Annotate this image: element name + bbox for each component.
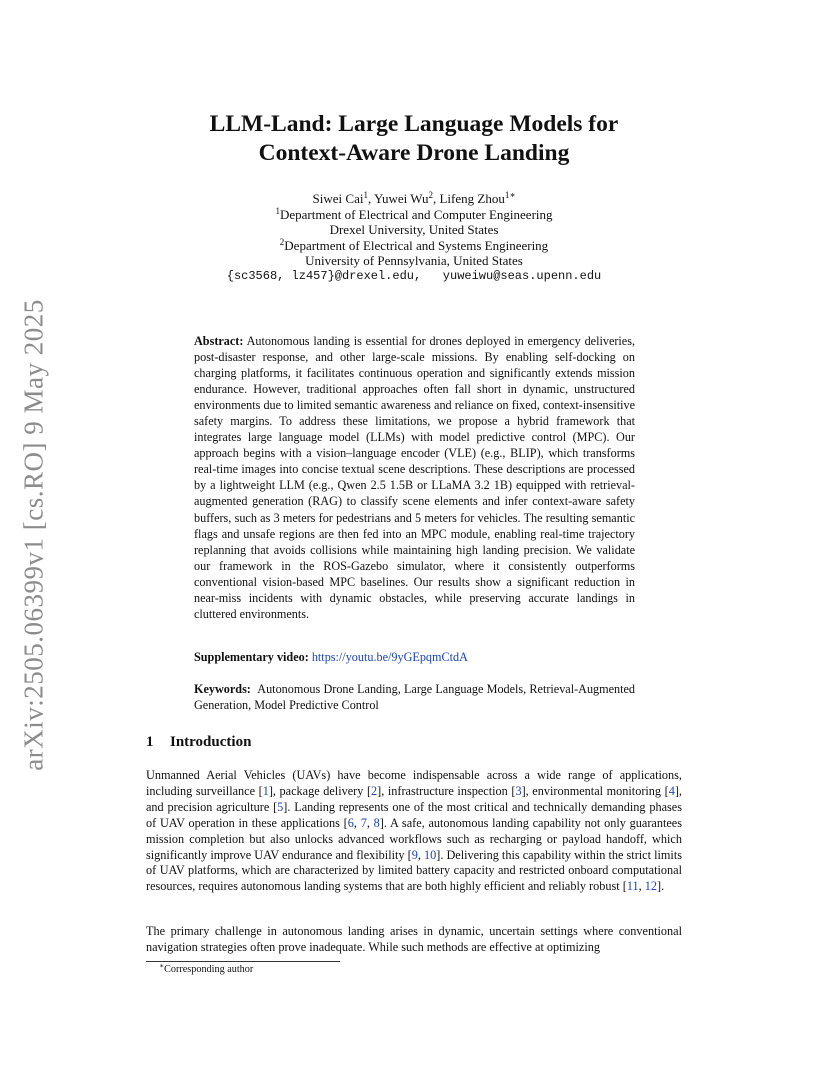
intro-text-run: Unmanned Aerial Vehicles (UAVs) have become indispensable across a wide range of applications, including surveillance [	[146, 768, 682, 798]
email-drexel[interactable]: {sc3568, lz457}@drexel.edu,	[226, 268, 422, 283]
intro-text-run: ], infrastructure inspection [	[377, 783, 516, 798]
intro-text-run: ]. Landing represents one of the most critical and technically demanding phases of UAV operation in these applications [	[146, 799, 682, 830]
intro-text-run: ].	[656, 879, 665, 894]
title-line-2: Context-Aware Drone Landing	[258, 140, 570, 166]
affiliation-2-univ: University of Pennsylvania, United States	[305, 253, 523, 269]
footnote-text: Corresponding author	[164, 964, 254, 975]
intro-text-run: ], environmental monitoring [	[521, 783, 669, 798]
citation-link[interactable]: 6	[347, 815, 354, 830]
intro-text-run: ,	[366, 815, 374, 830]
keywords-label: Keywords:	[194, 682, 251, 696]
paper-title	[100, 110, 728, 168]
intro-text-run: ,	[353, 815, 361, 830]
affiliation-2-mark: 2	[279, 236, 285, 247]
section-number: 1	[146, 734, 154, 750]
author-separator: ,	[367, 191, 374, 206]
supplementary-label: Supplementary video:	[194, 650, 309, 664]
citation-link[interactable]: 12	[644, 879, 657, 894]
author-2-affil-mark: 2	[428, 190, 433, 200]
citation-link[interactable]: 1	[262, 783, 269, 798]
footnote	[159, 961, 254, 976]
author-1-name: Siwei Cai	[312, 191, 364, 206]
keywords	[194, 681, 635, 713]
citation-link[interactable]: 3	[515, 783, 522, 798]
email-upenn[interactable]: yuweiwu@seas.upenn.edu	[442, 268, 602, 283]
intro-text-run: ]. A safe, autonomous landing capability not only guarantees mission completion but also unlocks advanced workflows such as recharging or payload handoff, which significantly improve UAV endurance and flexibility [	[146, 815, 682, 862]
citation-link[interactable]: 5	[277, 799, 284, 814]
title-line-1: LLM-Land: Large Language Models for	[209, 111, 619, 137]
author-3-name: Lifeng Zhou	[439, 191, 505, 206]
author-3-affil-mark: 1∗	[504, 190, 516, 200]
intro-text-run: ,	[417, 847, 424, 862]
abstract-label: Abstract:	[194, 334, 244, 348]
footnote-rule	[146, 961, 340, 962]
author-2-name: Yuwei Wu	[374, 191, 429, 206]
abstract	[194, 333, 635, 622]
affiliation-1-univ: Drexel University, United States	[329, 222, 499, 238]
author-block	[100, 191, 728, 285]
intro-paragraph-2-text: The primary challenge in autonomous landing arises in dynamic, uncertain settings where conventional navigation strategies often prove inadequate. While such methods are effective at optimizing	[146, 924, 682, 954]
citation-link[interactable]: 2	[371, 783, 378, 798]
abstract-text: Autonomous landing is essential for drones deployed in emergency deliveries, post-disaster response, and other large-scale missions. By enabling self-docking on charging platforms, it facilitates continuous operation and significantly extends mission endurance. However, traditional approaches often fall short in dynamic, unstructured environments due to limited semantic awareness and reliance on fixed, context-insensitive safety margins. To address these limitations, we propose a hybrid framework that integrates large language model (LLMs) with model predictive control (MPC). Our approach begins with a vision–language encoder (VLE) (e.g., BLIP), which transforms real-time images into concise textual scene descriptions. These descriptions are processed by a lightweight LLM (e.g., Qwen 2.5 1.5B or LLaMA 3.2 1B) equipped with retrieval-augmented generation (RAG) to classify scene elements and infer context-aware safety buffers, such as 3 meters for pedestrians and 5 meters for vehicles. The resulting semantic flags and unsafe regions are then fed into an MPC module, enabling real-time trajectory replanning that avoids collisions while maintaining high landing precision. We validate our framework in the ROS-Gazebo simulator, where it consistently outperforms conventional vision-based MPC baselines. Our results show a significant reduction in near-miss incidents with dynamic obstacles, while preserving accurate landings in cluttered environments.	[194, 334, 636, 621]
affiliation-1-mark: 1	[275, 205, 280, 216]
citation-link[interactable]: 7	[360, 815, 367, 830]
affiliation-1-dept	[100, 207, 728, 223]
footnote-mark: ∗	[159, 961, 165, 970]
intro-paragraph-1	[146, 768, 682, 895]
supplementary-video	[194, 649, 635, 665]
citation-link[interactable]: 10	[423, 847, 437, 862]
author-1-affil-mark: 1	[363, 190, 368, 200]
arxiv-id-text: arXiv:2505.06399v1 [cs.RO] 9 May 2025	[18, 299, 49, 771]
intro-paragraph-2	[146, 924, 682, 956]
arxiv-identifier-watermark	[6, 300, 62, 770]
author-names	[100, 191, 728, 207]
affiliation-1-dept-text: Department of Electrical and Computer Engineering	[279, 206, 553, 222]
citation-link[interactable]: 8	[373, 815, 380, 830]
citation-link[interactable]: 4	[668, 783, 675, 798]
citation-link[interactable]: 9	[411, 847, 418, 862]
supplementary-video-link[interactable]: https://youtu.be/9yGEpqmCtdA	[311, 650, 468, 664]
intro-text-run: ,	[638, 879, 645, 894]
affiliation-2-dept-text: Department of Electrical and Systems Engineering	[284, 237, 549, 253]
section-heading-introduction	[146, 733, 251, 751]
affiliation-2-dept	[100, 238, 728, 254]
author-separator: ,	[432, 191, 440, 206]
intro-paragraph-1-text	[146, 768, 682, 895]
intro-text-run: ], package delivery [	[268, 783, 372, 798]
keywords-text: Autonomous Drone Landing, Large Language Models, Retrieval-Augmented Generation, Model Predictive Control	[194, 682, 636, 713]
email-line	[100, 269, 728, 285]
intro-text-run: ], and precision agriculture [	[146, 783, 682, 814]
citation-link[interactable]: 11	[626, 879, 639, 894]
section-title: Introduction	[170, 734, 252, 750]
intro-text-run: ]. Delivering this capability within the strict limits of UAV platforms, which are characterized by limited battery capacity and restricted onboard computational resources, requires autonomous landing systems that are both highly efficient and reliably robust [	[146, 847, 683, 894]
